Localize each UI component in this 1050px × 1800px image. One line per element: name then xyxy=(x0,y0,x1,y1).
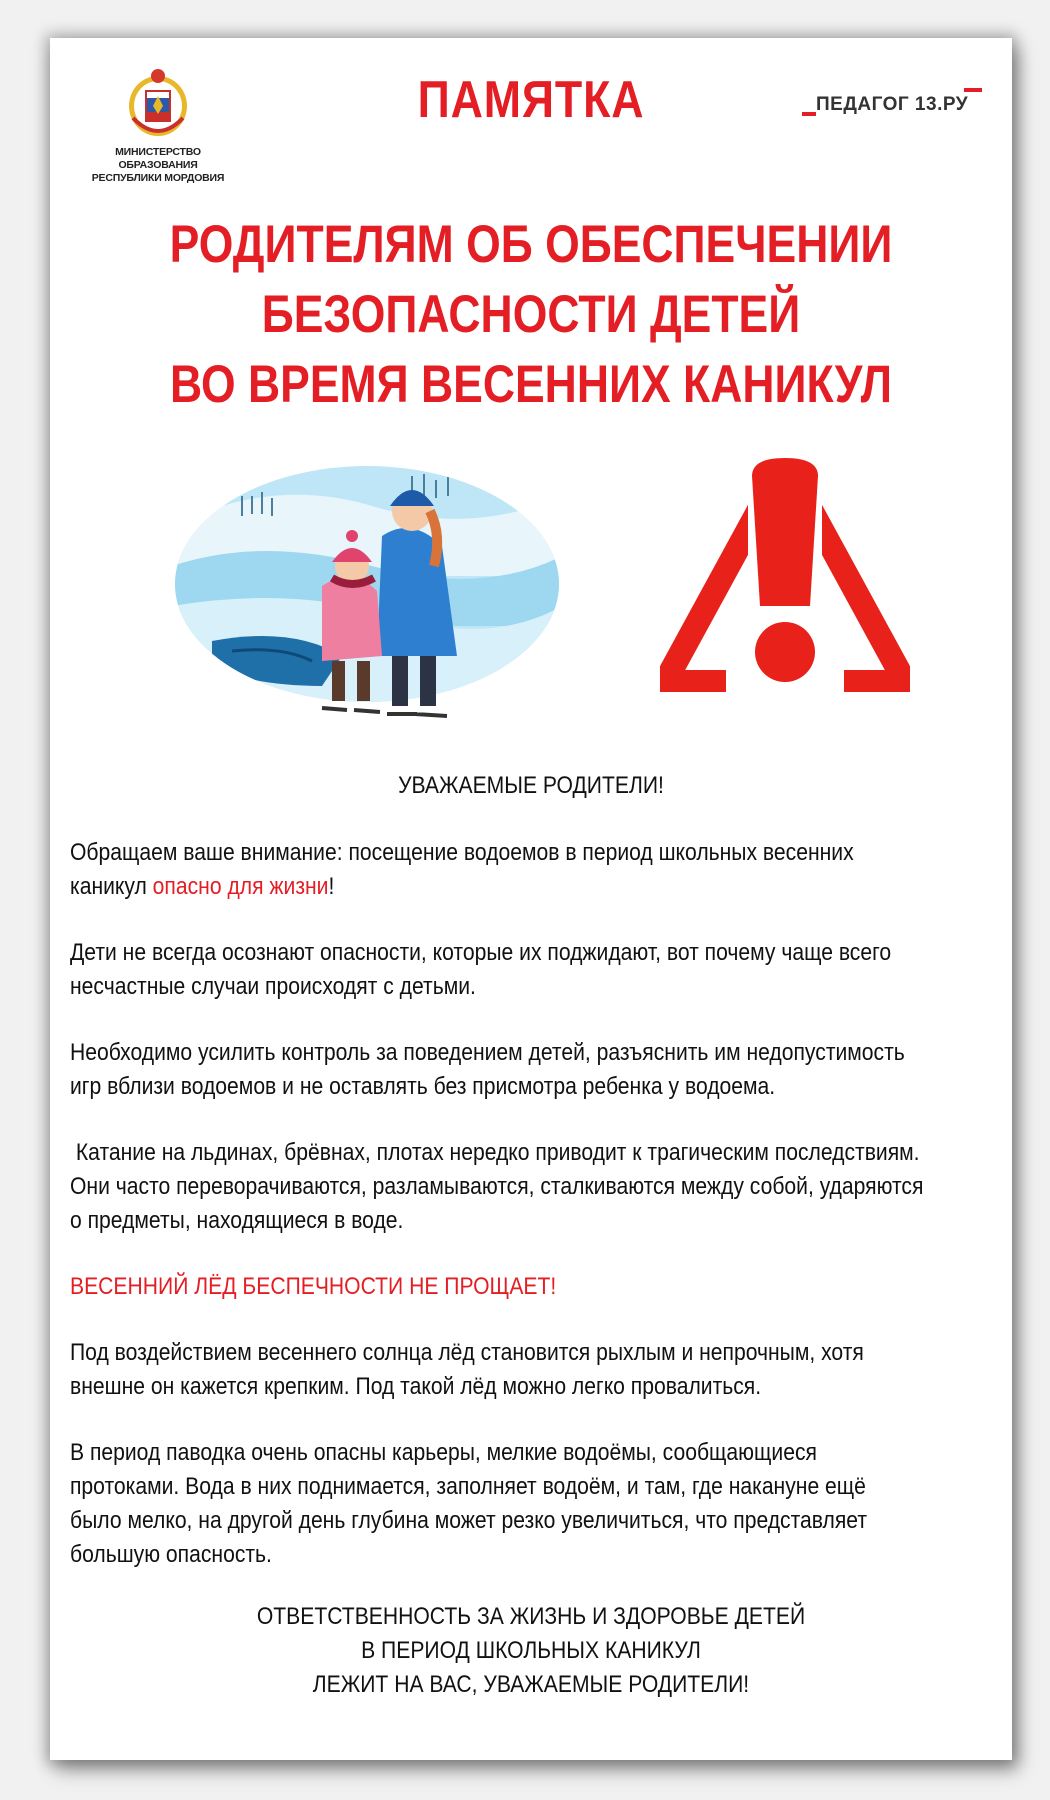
paragraph-line: игр вблизи водоемов и не оставлять без присмотра ребенка у водоема. xyxy=(70,1073,776,1100)
footer-line2: В ПЕРИОД ШКОЛЬНЫХ КАНИКУЛ xyxy=(361,1637,701,1664)
responsibility-footer xyxy=(108,1600,955,1702)
logo-text-line1: МИНИСТЕРСТВО ОБРАЗОВАНИЯ xyxy=(115,146,201,171)
page-title: ПАМЯТКА xyxy=(417,71,645,129)
headline xyxy=(144,210,918,420)
warning-triangle-icon xyxy=(660,456,910,692)
paragraph-text: ! xyxy=(328,873,335,900)
paragraph-line: несчастные случаи происходят с детьми. xyxy=(70,973,476,1000)
paragraph-ice-floes xyxy=(70,1136,959,1238)
paragraph-line: Они часто переворачиваются, разламываются, сталкиваются между собой, ударяются xyxy=(70,1173,924,1200)
paragraph-flood xyxy=(70,1436,959,1572)
logo-text-line2: РЕСПУБЛИКИ МОРДОВИЯ xyxy=(91,172,225,184)
paragraph-line: Обращаем ваше внимание: посещение водоемов в период школьных весенних xyxy=(70,839,854,866)
paragraph-line: протоками. Вода в них поднимается, заполняет водоём, и там, где накануне ещё xyxy=(70,1473,866,1500)
paragraph-spring-ice xyxy=(70,1336,959,1404)
paragraph-line: Дети не всегда осознают опасности, которые их поджидают, вот почему чаще всего xyxy=(70,939,892,966)
paragraph-line: Под воздействием весеннего солнца лёд становится рыхлым и непрочным, хотя xyxy=(70,1339,864,1366)
paragraph-line: о предметы, находящиеся в воде. xyxy=(70,1207,404,1234)
brand-accent-bar xyxy=(802,112,816,116)
paragraph-line: Катание на льдинах, брёвнах, плотах нередко приводит к трагическим последствиям. xyxy=(70,1139,920,1166)
headline-line3: ВО ВРЕМЯ ВЕСЕННИХ КАНИКУЛ xyxy=(169,355,893,414)
paragraph-line: Необходимо усилить контроль за поведением детей, разъяснить им недопустимость xyxy=(70,1039,905,1066)
headline-line1: РОДИТЕЛЯМ ОБ ОБЕСПЕЧЕНИИ xyxy=(169,215,893,274)
brand-accent-bar xyxy=(964,88,982,92)
paragraph-text: каникул xyxy=(70,873,153,900)
paragraph-line: большую опасность. xyxy=(70,1541,272,1568)
footer-line3: ЛЕЖИТ НА ВАС, УВАЖАЕМЫЕ РОДИТЕЛИ! xyxy=(312,1671,750,1698)
spring-ice-warning: ВЕСЕННИЙ ЛЁД БЕСПЕЧНОСТИ НЕ ПРОЩАЕТ! xyxy=(70,1273,557,1300)
paragraph-line: было мелко, на другой день глубина может резко увеличиться, что представляет xyxy=(70,1507,868,1534)
greeting: УВАЖАЕМЫЕ РОДИТЕЛИ! xyxy=(398,772,664,799)
ice-skating-children-illustration xyxy=(172,456,562,742)
paragraph-line: В период паводка очень опасны карьеры, мелкие водоёмы, сообщающиеся xyxy=(70,1439,817,1466)
brand-logo xyxy=(802,88,982,138)
paragraph-children-dangers xyxy=(70,936,959,1004)
paragraph-attention xyxy=(70,836,959,904)
memo-page xyxy=(50,38,1012,1760)
paragraph-line xyxy=(70,870,959,904)
brand-name: ПЕДАГОГ 13.РУ xyxy=(816,94,969,115)
footer-line1: ОТВЕТСТВЕННОСТЬ ЗА ЖИЗНЬ И ЗДОРОВЬЕ ДЕТЕЙ xyxy=(256,1603,806,1630)
headline-line2: БЕЗОПАСНОСТИ ДЕТЕЙ xyxy=(261,285,801,344)
danger-highlight: опасно для жизни xyxy=(152,873,329,900)
paragraph-line: внешне он кажется крепким. Под такой лёд можно легко провалиться. xyxy=(70,1373,762,1400)
paragraph-control xyxy=(70,1036,959,1104)
